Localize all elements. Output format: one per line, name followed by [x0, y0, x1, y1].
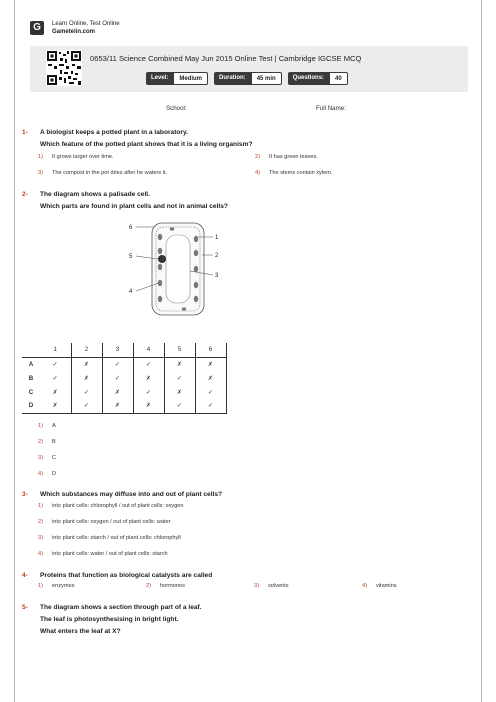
table-row: B ✓ ✗ ✓ ✗ ✓ ✗ — [22, 371, 226, 385]
question-number: 5- — [22, 604, 28, 611]
test-badges — [146, 72, 348, 85]
option-4[interactable]: 4) The stems contain xylem. — [255, 170, 333, 176]
page-border-right — [481, 0, 482, 702]
question-stem: Which feature of the potted plant shows that it is a living organism? — [40, 141, 253, 148]
table-row: D ✗ ✓ ✗ ✗ ✓ ✓ — [22, 399, 226, 413]
question-stem: Proteins that function as biological catalysts are called — [40, 572, 213, 579]
question-stem: The diagram shows a palisade cell. — [40, 191, 150, 198]
test-title: 0653/11 Science Combined May Jun 2015 Online Test | Cambridge IGCSE MCQ — [90, 54, 362, 63]
option-3[interactable]: 3) The compost in the pot dries after he waters it. — [38, 170, 168, 176]
diagram-label: 6 — [129, 225, 133, 231]
table-row: A ✓ ✗ ✓ ✓ ✗ ✗ — [22, 357, 226, 371]
brand-tagline: Learn Online, Test Online — [52, 21, 120, 27]
full-name-label: Full Name: — [316, 105, 346, 112]
school-label: School: — [166, 105, 187, 112]
question-number: 4- — [22, 572, 28, 579]
table-row: C ✗ ✓ ✗ ✓ ✗ ✓ — [22, 385, 226, 399]
level-badge: Level: Medium — [146, 72, 208, 85]
question-stem: Which substances may diffuse into and out of plant cells? — [40, 491, 223, 498]
question-stem: A biologist keeps a potted plant in a laboratory. — [40, 129, 189, 136]
option-2[interactable]: 2) into plant cells: oxygen / out of plant cells: water — [38, 519, 171, 525]
brand-site[interactable]: Gameteiin.com — [52, 29, 96, 35]
palisade-cell-diagram — [128, 219, 228, 319]
duration-badge: Duration: 45 min — [214, 72, 282, 85]
answer-table — [22, 343, 227, 414]
diagram-label: 2 — [215, 253, 219, 259]
diagram-label: 1 — [215, 235, 219, 241]
page-border-left — [14, 0, 15, 702]
brand-logo-icon: G — [30, 21, 44, 35]
diagram-label: 5 — [129, 254, 133, 260]
diagram-label: 3 — [215, 273, 219, 279]
question-stem: Which parts are found in plant cells and not in animal cells? — [40, 203, 228, 210]
option-3[interactable]: 3) C — [38, 455, 57, 461]
brand — [30, 20, 120, 36]
option-3[interactable]: 3) into plant cells: starch / out of plant cells: chlorophyll — [38, 535, 181, 541]
question-number: 3- — [22, 491, 28, 498]
questions-badge: Questions: 40 — [288, 72, 348, 85]
question-stem: The diagram shows a section through part of a leaf. — [40, 604, 202, 611]
option-4[interactable]: 4) D — [38, 471, 57, 477]
qr-code-icon — [46, 50, 82, 86]
question-number: 2- — [22, 191, 28, 198]
option-1[interactable]: 1) It grows larger over time. — [38, 154, 114, 160]
option-1[interactable]: 1) A — [38, 423, 56, 429]
question-stem: The leaf is photosynthesising in bright light. — [40, 616, 179, 623]
option-2[interactable]: 2) B — [38, 439, 56, 445]
question-stem: What enters the leaf at X? — [40, 628, 121, 635]
diagram-label: 4 — [129, 289, 133, 295]
option-1[interactable]: 1) into plant cells: chlorophyll / out of plant cells: oxygen — [38, 503, 184, 509]
option-1[interactable]: 1) enzymes — [38, 583, 75, 589]
option-4[interactable]: 4) vitamins — [362, 583, 397, 589]
option-3[interactable]: 3) solvents — [254, 583, 289, 589]
option-4[interactable]: 4) into plant cells: water / out of plant cells: starch — [38, 551, 168, 557]
table-header-row: 1 2 3 4 5 6 — [22, 343, 226, 357]
test-header — [30, 46, 468, 92]
option-2[interactable]: 2) hormones — [146, 583, 185, 589]
question-number: 1- — [22, 129, 28, 136]
option-2[interactable]: 2) It has green leaves. — [255, 154, 318, 160]
